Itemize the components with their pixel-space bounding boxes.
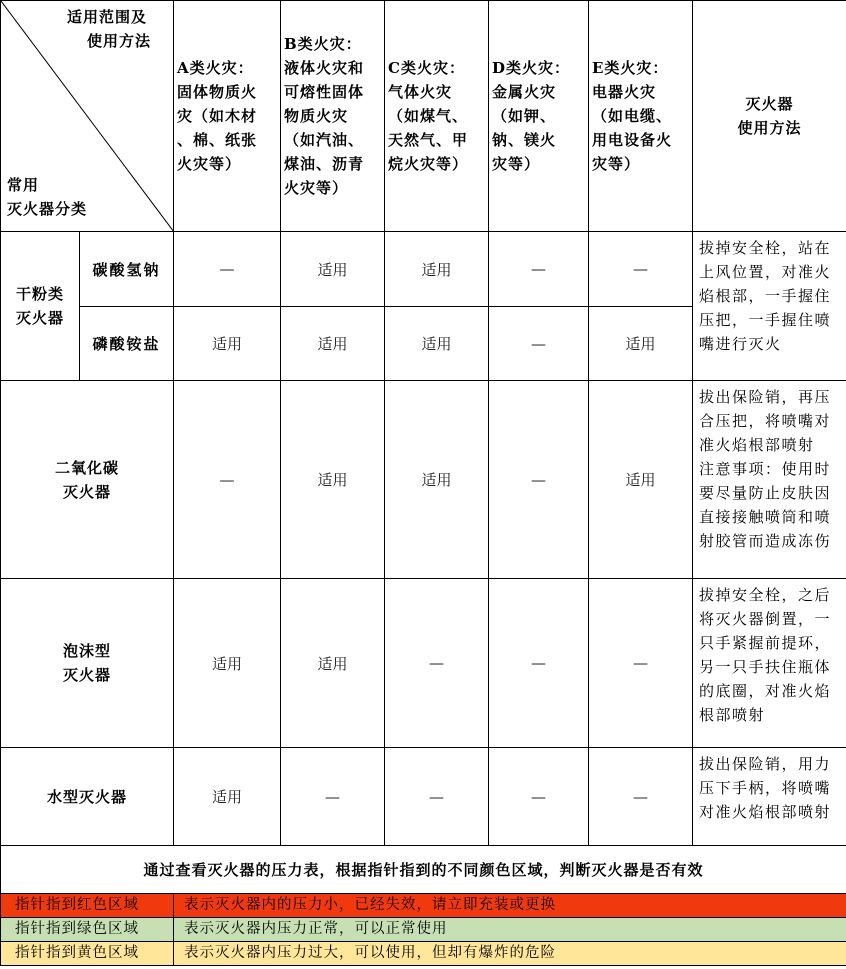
cell-a: 适用 — [174, 307, 281, 381]
legend-desc: 表示灭火器内的压力小，已经失效，请立即充装或更换 — [174, 894, 846, 918]
cell-d: — — [489, 232, 589, 307]
cell-c: 适用 — [385, 232, 489, 307]
legend-label: 指针指到红色区域 — [1, 894, 174, 918]
category-c-header: C类火灾： 气体火灾 （如煤气、 天然气、甲 烷火灾等） — [385, 1, 489, 232]
legend-label: 指针指到黄色区域 — [1, 942, 174, 966]
cell-d: — — [489, 307, 589, 381]
table-row — [1, 579, 846, 748]
dry-powder-group-label: 干粉类 灭火器 — [1, 232, 80, 381]
dry-powder-usage: 拔掉安全栓，站在 上风位置，对准火 焰根部，一手握住 压把，一手握住喷 嘴进行灭火 — [693, 232, 846, 381]
cell-a: — — [174, 232, 281, 307]
cell-a: 适用 — [174, 748, 281, 846]
legend-row-yellow — [1, 942, 846, 966]
foam-label: 泡沫型 灭火器 — [1, 579, 174, 748]
cell-c: 适用 — [385, 381, 489, 579]
cell-b: — — [281, 748, 385, 846]
table-row — [1, 748, 846, 846]
cell-c: — — [385, 579, 489, 748]
cell-a: 适用 — [174, 579, 281, 748]
category-d-header: D类火灾： 金属火灾 （如钾、 钠、镁火 灾等） — [489, 1, 589, 232]
cell-d: — — [489, 579, 589, 748]
legend-label: 指针指到绿色区域 — [1, 918, 174, 942]
pressure-note: 通过查看灭火器的压力表，根据指针指到的不同颜色区域，判断灭火器是否有效 — [1, 846, 846, 894]
legend-desc: 表示灭火器内压力正常，可以正常使用 — [174, 918, 846, 942]
co2-usage: 拔出保险销，再压 合压把，将喷嘴对 准火焰根部喷射 注意事项：使用时 要尽量防止皮肤因 直接接触喷筒和喷 射胶管而造成冻伤 — [693, 381, 846, 579]
usage-header: 灭火器 使用方法 — [693, 1, 846, 232]
table-row — [1, 232, 846, 307]
cell-b: 适用 — [281, 307, 385, 381]
legend-desc: 表示灭火器内压力过大，可以使用，但却有爆炸的危险 — [174, 942, 846, 966]
legend-row-green — [1, 918, 846, 942]
cell-b: 适用 — [281, 381, 385, 579]
cell-c: — — [385, 748, 489, 846]
water-usage: 拔出保险销，用力 压下手柄，将喷嘴 对准火焰根部喷射 — [693, 748, 846, 846]
cell-d: — — [489, 748, 589, 846]
cell-b: 适用 — [281, 232, 385, 307]
category-e-header: E类火灾： 电器火灾 （如电缆、 用电设备火 灾等） — [589, 1, 693, 232]
category-a-header: A类火灾： 固体物质火 灾（如木材 、棉、纸张 火灾等） — [174, 1, 281, 232]
cell-b: 适用 — [281, 579, 385, 748]
cell-e: 适用 — [589, 307, 693, 381]
cell-e: — — [589, 748, 693, 846]
ammonium-phosphate-label: 磷酸铵盐 — [80, 307, 174, 381]
cell-c: 适用 — [385, 307, 489, 381]
water-label: 水型灭火器 — [1, 748, 174, 846]
corner-cell — [1, 1, 174, 232]
cell-e: — — [589, 232, 693, 307]
cell-e: 适用 — [589, 381, 693, 579]
header-row — [1, 1, 846, 232]
cell-e: — — [589, 579, 693, 748]
corner-bottom-label: 常用 灭火器分类 — [7, 176, 88, 218]
note-row — [1, 846, 846, 894]
foam-usage: 拔掉安全栓，之后 将灭火器倒置，一 只手紧握前提环， 另一只手扶住瓶体 的底圈，对准火焰 根部喷射 — [693, 579, 846, 748]
cell-a: — — [174, 381, 281, 579]
cell-d: — — [489, 381, 589, 579]
category-b-header: B类火灾： 液体火灾和 可熔性固体 物质火灾 （如汽油、 煤油、沥青 火灾等） — [281, 1, 385, 232]
corner-top-label: 适用范围及 使用方法 — [66, 8, 151, 50]
sodium-bicarbonate-label: 碳酸氢钠 — [80, 232, 174, 307]
legend-row-red — [1, 894, 846, 918]
table-row — [1, 381, 846, 579]
co2-label: 二氧化碳 灭火器 — [1, 381, 174, 579]
